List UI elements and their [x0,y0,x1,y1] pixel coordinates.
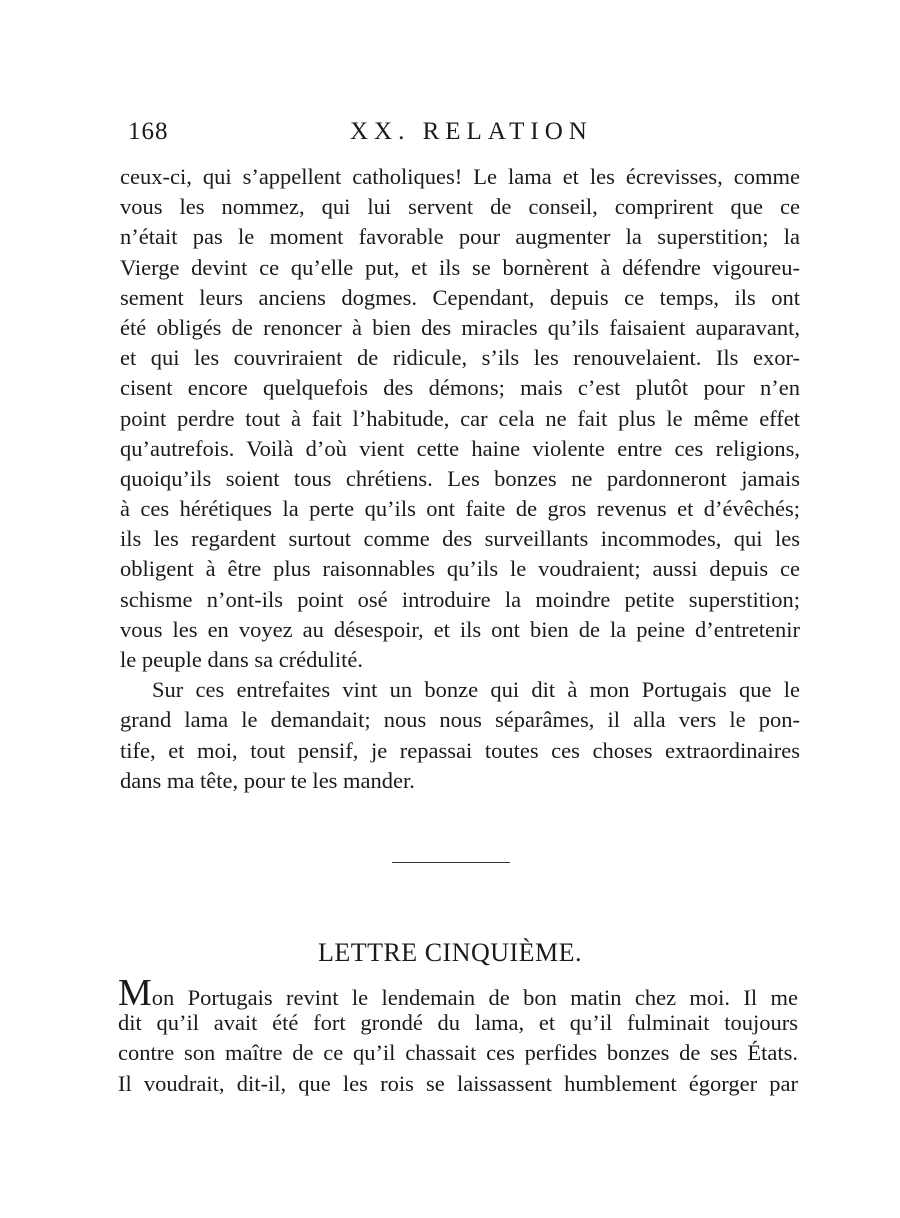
text-line: cisent encore quelquefois des démons; mais c’est plutôt pour n’en [120,375,800,401]
text-line: dit qu’il avait été fort grondé du lama, et qu’il fulminait toujours [118,1010,798,1036]
running-head-title: XX. RELATION [350,118,593,145]
text-line: dans ma tête, pour te les mander. [120,767,415,793]
text-line: été obligés de renoncer à bien des miracles qu’ils faisaient auparavant, [120,314,800,340]
section-divider [392,862,510,863]
text-line: ils les regardent surtout comme des surveillants incommodes, qui les [120,526,800,552]
text-line: sement leurs anciens dogmes. Cependant, depuis ce temps, ils ont [120,284,800,310]
text-line: Vierge devint ce qu’elle put, et ils se bornèrent à défendre vigoureu- [120,254,800,280]
text-line: le peuple dans sa crédulité. [120,647,364,672]
text-line: et qui les couvriraient de ridicule, s’ils les renouvelaient. Ils exor- [120,345,800,371]
drop-cap: M [118,972,152,1014]
text-line: n’était pas le moment favorable pour augmenter la superstition; la [120,224,800,250]
text-line: quoiqu’ils soient tous chrétiens. Les bonzes ne pardonneront jamais [120,465,800,491]
text-line: Il voudrait, dit-il, que les rois se laissassent humblement égorger par [118,1070,798,1096]
text-line [118,972,798,1014]
text-line: vous les nommez, qui lui servent de conseil, comprirent que ce [120,194,800,220]
text-line: schisme n’ont-ils point osé introduire la moindre petite superstition; [120,586,800,612]
text-line: obligent à être plus raisonnables qu’ils le voudraient; aussi depuis ce [120,556,800,582]
text-line: qu’autrefois. Voilà d’où vient cette haine violente entre ces religions, [120,435,800,461]
text-line: ceux-ci, qui s’appellent catholiques! Le lama et les écrevisses, comme [120,164,800,189]
text-line: vous les en voyez au désespoir, et ils ont bien de la peine d’entretenir [120,616,800,642]
letter-heading: LETTRE CINQUIÈME. [317,938,583,967]
running-head [120,118,800,154]
text-line: grand lama le demandait; nous nous séparâmes, il alla vers le pon- [120,707,800,733]
text-line: à ces hérétiques la perte qu’ils ont faite de gros revenus et d’évêchés; [120,496,800,522]
letter-body [118,972,798,1099]
text-line: tife, et moi, tout pensif, je repassai toutes ces choses extraordinaires [120,737,800,763]
text-line: point perdre tout à fait l’habitude, car cela ne fait plus le même effet [120,405,800,431]
text-line: contre son maître de ce qu’il chassait ces perfides bonzes de ses États. [118,1040,798,1066]
body-text [120,162,800,796]
text-line-rest: on Portugais revint le lendemain de bon matin chez moi. Il me [151,985,798,1010]
page-number: 168 [128,118,169,145]
text-line: Sur ces entrefaites vint un bonze qui dit à mon Portugais que le [152,677,800,703]
